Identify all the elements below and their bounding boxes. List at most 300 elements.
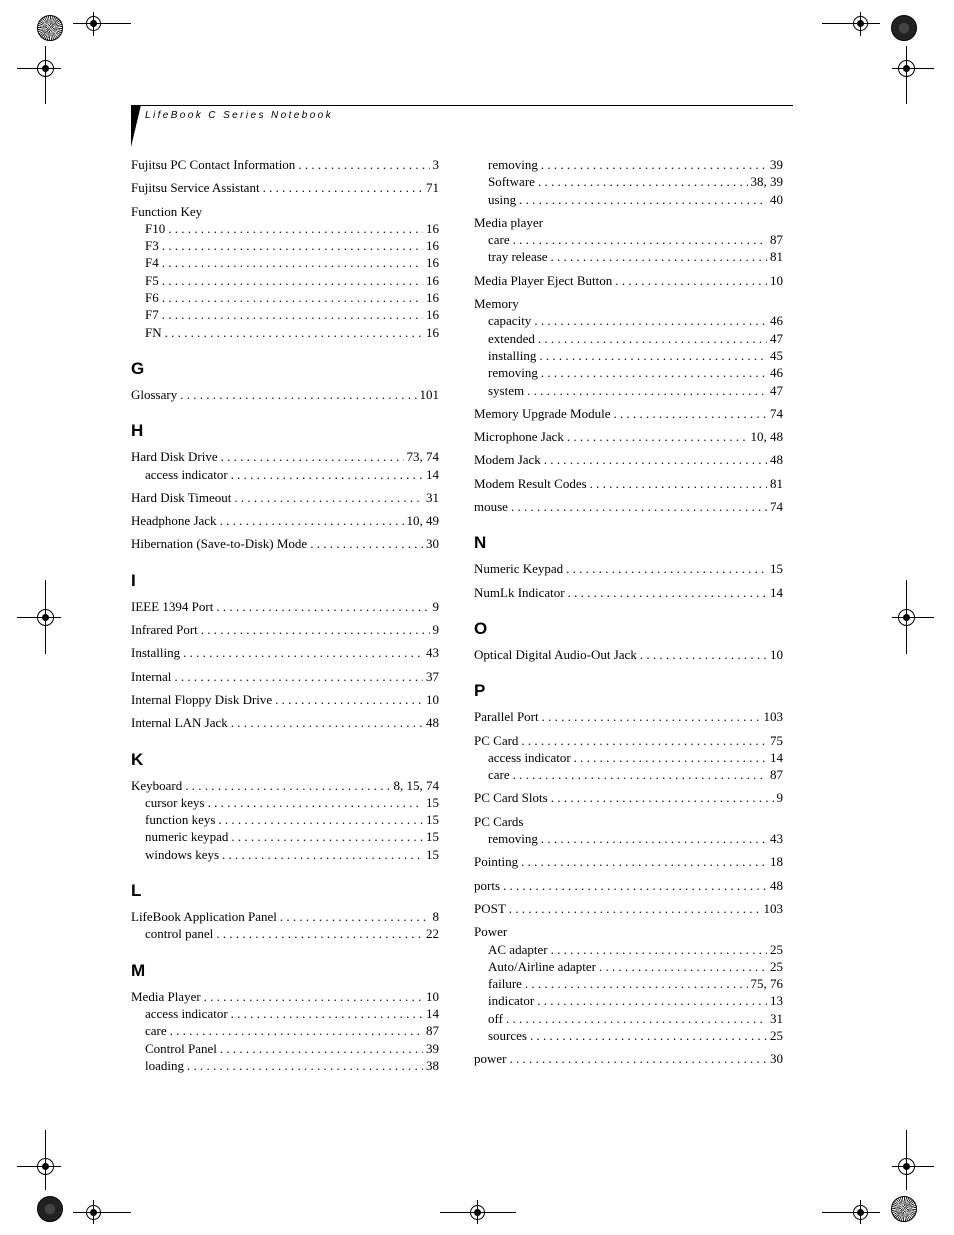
- index-page-number: 73, 74: [406, 449, 439, 465]
- leader-dots: [221, 448, 404, 465]
- index-subentry: [474, 1027, 783, 1044]
- index-term: Power: [474, 924, 508, 940]
- leader-dots: [216, 598, 429, 615]
- leader-dots: [231, 714, 423, 731]
- index-subentry: [474, 749, 783, 766]
- index-page-number: 10, 49: [406, 513, 439, 529]
- index-term: Fujitsu PC Contact Information: [131, 157, 296, 172]
- index-letter-heading: L: [131, 881, 142, 901]
- index-entry: [131, 386, 439, 403]
- leader-dots: [640, 646, 767, 663]
- index-page-number: 14: [426, 1005, 439, 1021]
- index-page-number: 10: [426, 988, 439, 1004]
- crop-mark-crosshair-icon: [892, 580, 936, 654]
- index-term: capacity: [488, 313, 532, 329]
- leader-dots: [231, 1005, 423, 1022]
- index-term: function keys: [145, 812, 216, 828]
- index-term: LifeBook Application Panel: [131, 909, 277, 925]
- index-entry: [131, 621, 439, 638]
- leader-dots: [613, 405, 767, 422]
- index-page-number: 9: [776, 790, 783, 806]
- index-term: Modem Jack: [474, 452, 541, 468]
- index-entry: [474, 405, 783, 422]
- crop-mark-crosshair-icon: [73, 1200, 131, 1224]
- index-letter-heading: G: [131, 358, 145, 378]
- index-term: Software: [488, 174, 535, 190]
- index-term: NumLk Indicator: [474, 584, 565, 600]
- index-term: failure: [488, 976, 522, 992]
- leader-dots: [222, 846, 423, 863]
- index-page-number: 10: [426, 691, 439, 707]
- index-term: FN: [145, 324, 162, 340]
- index-term: IEEE 1394 Port: [131, 598, 214, 614]
- index-term: Parallel Port: [474, 709, 539, 725]
- leader-dots: [530, 1027, 767, 1044]
- index-entry: [474, 708, 783, 725]
- index-term: extended: [488, 330, 535, 346]
- index-group-heading: [474, 813, 783, 830]
- registration-disc-icon: [37, 1196, 63, 1222]
- index-entry: [131, 535, 439, 552]
- index-term: Keyboard: [131, 777, 183, 793]
- index-term: Media Player Eject Button: [474, 272, 613, 288]
- registration-sunburst-icon: [891, 1196, 917, 1222]
- leader-dots: [231, 828, 423, 845]
- leader-dots: [510, 1050, 768, 1067]
- index-term: power: [474, 1051, 507, 1067]
- index-group-heading: [474, 295, 783, 312]
- index-subentry: [131, 306, 439, 323]
- index-page-number: 14: [426, 466, 439, 482]
- index-term: Internal LAN Jack: [131, 715, 228, 731]
- leader-dots: [503, 877, 767, 894]
- index-term: care: [488, 232, 510, 248]
- index-term: Pointing: [474, 854, 519, 870]
- index-page-number: 15: [426, 846, 439, 862]
- index-page-number: 30: [426, 536, 439, 552]
- index-term: access indicator: [488, 749, 571, 765]
- leader-dots: [509, 900, 761, 917]
- index-letter-heading: H: [131, 421, 144, 441]
- index-letter-heading: M: [131, 960, 146, 980]
- leader-dots: [534, 312, 767, 329]
- index-subentry: [474, 1010, 783, 1027]
- leader-dots: [220, 1040, 423, 1057]
- index-subentry: [131, 925, 439, 942]
- index-page-number: 39: [426, 1040, 439, 1056]
- index-subentry: [474, 766, 783, 783]
- leader-dots: [201, 621, 430, 638]
- index-term: Hard Disk Timeout: [131, 489, 232, 505]
- index-entry: [131, 448, 439, 465]
- leader-dots: [566, 560, 767, 577]
- index-entry: [131, 988, 439, 1005]
- leader-dots: [218, 811, 423, 828]
- index-letter-heading: N: [474, 533, 487, 553]
- index-term: care: [488, 767, 510, 783]
- leader-dots: [519, 191, 767, 208]
- index-term: Hibernation (Save-to-Disk) Mode: [131, 536, 308, 552]
- index-subentry: [131, 272, 439, 289]
- index-page-number: 74: [770, 499, 783, 515]
- index-page-number: 43: [426, 645, 439, 661]
- leader-dots: [539, 347, 767, 364]
- index-term: Internal Floppy Disk Drive: [131, 691, 273, 707]
- index-term: Memory Upgrade Module: [474, 405, 611, 421]
- index-term: cursor keys: [145, 794, 205, 810]
- index-subentry: [131, 1057, 439, 1074]
- index-subentry: [474, 364, 783, 381]
- leader-dots: [590, 475, 767, 492]
- index-term: Hard Disk Drive: [131, 449, 218, 465]
- index-letter-heading: P: [474, 681, 486, 701]
- index-term: using: [488, 191, 517, 207]
- leader-dots: [263, 179, 423, 196]
- index-page-number: 15: [426, 794, 439, 810]
- index-page-number: 71: [426, 180, 439, 196]
- crop-mark-crosshair-icon: [892, 46, 936, 106]
- index-subentry: [131, 1040, 439, 1057]
- index-page-number: 25: [770, 941, 783, 957]
- index-entry: [474, 789, 783, 806]
- leader-dots: [170, 1022, 423, 1039]
- index-entry: [131, 691, 439, 708]
- index-entry: [131, 179, 439, 196]
- index-term: F3: [145, 238, 159, 254]
- index-page-number: 10: [770, 646, 783, 662]
- leader-dots: [511, 498, 767, 515]
- index-entry: [131, 908, 439, 925]
- leader-dots: [506, 1010, 767, 1027]
- index-term: Media Player: [131, 988, 201, 1004]
- index-entry: [131, 777, 439, 794]
- index-term: installing: [488, 347, 537, 363]
- leader-dots: [538, 173, 748, 190]
- leader-dots: [216, 925, 423, 942]
- index-term: F6: [145, 290, 159, 306]
- index-term: Headphone Jack: [131, 513, 217, 529]
- index-page-number: 16: [426, 220, 439, 236]
- crop-mark-crosshair-icon: [822, 1200, 880, 1224]
- leader-dots: [183, 644, 423, 661]
- index-page-number: 3: [432, 157, 439, 172]
- index-page-number: 16: [426, 238, 439, 254]
- index-page-number: 103: [763, 709, 783, 725]
- index-subentry: [131, 220, 439, 237]
- leader-dots: [187, 1057, 423, 1074]
- index-subentry: [131, 1005, 439, 1022]
- index-page-number: 43: [770, 831, 783, 847]
- index-page-number: 103: [763, 900, 783, 916]
- registration-disc-icon: [891, 15, 917, 41]
- index-term: removing: [488, 157, 538, 172]
- index-page-number: 39: [770, 157, 783, 172]
- leader-dots: [551, 941, 767, 958]
- index-term: PC Card: [474, 732, 519, 748]
- crop-mark-crosshair-icon: [17, 46, 77, 106]
- leader-dots: [521, 732, 767, 749]
- leader-dots: [541, 364, 767, 381]
- index-entry: [131, 714, 439, 731]
- index-entry: [131, 644, 439, 661]
- index-page-number: 40: [770, 191, 783, 207]
- index-term: Microphone Jack: [474, 429, 564, 445]
- index-page-number: 75: [770, 732, 783, 748]
- leader-dots: [537, 992, 767, 1009]
- index-entry: [131, 156, 439, 173]
- index-page-number: 15: [770, 561, 783, 577]
- index-page-number: 74: [770, 405, 783, 421]
- index-page-number: 15: [426, 829, 439, 845]
- index-page-number: 31: [770, 1010, 783, 1026]
- crop-mark-crosshair-icon: [17, 580, 77, 654]
- leader-dots: [513, 231, 767, 248]
- index-page-number: 37: [426, 668, 439, 684]
- leader-dots: [234, 489, 423, 506]
- leader-dots: [541, 156, 767, 173]
- index-subentry: [474, 992, 783, 1009]
- index-page-number: 38: [426, 1057, 439, 1073]
- index-page-number: 31: [426, 489, 439, 505]
- index-subentry: [474, 173, 783, 190]
- crop-mark-crosshair-icon: [822, 12, 880, 36]
- index-subentry: [131, 324, 439, 341]
- index-term: indicator: [488, 993, 535, 1009]
- index-page-number: 48: [426, 715, 439, 731]
- index-term: removing: [488, 365, 538, 381]
- leader-dots: [180, 386, 416, 403]
- index-entry: [474, 428, 783, 445]
- index-page-number: 9: [432, 622, 439, 638]
- index-term: sources: [488, 1027, 527, 1043]
- index-page-number: 16: [426, 255, 439, 271]
- index-term: PC Cards: [474, 813, 524, 829]
- index-page-number: 25: [770, 1027, 783, 1043]
- index-entry: [474, 646, 783, 663]
- index-page-number: 47: [770, 382, 783, 398]
- index-term: F10: [145, 220, 166, 236]
- index-term: F7: [145, 307, 159, 323]
- index-term: loading: [145, 1057, 184, 1073]
- index-subentry: [131, 237, 439, 254]
- leader-dots: [599, 958, 767, 975]
- index-page-number: 16: [426, 324, 439, 340]
- index-page-number: 48: [770, 877, 783, 893]
- leader-dots: [551, 789, 774, 806]
- index-letter-heading: O: [474, 618, 488, 638]
- index-term: Function Key: [131, 203, 203, 219]
- index-subentry: [474, 156, 783, 173]
- leader-dots: [527, 382, 767, 399]
- index-page-number: 47: [770, 330, 783, 346]
- index-term: POST: [474, 900, 506, 916]
- index-term: ports: [474, 877, 500, 893]
- index-entry: [131, 668, 439, 685]
- leader-dots: [521, 853, 767, 870]
- index-page-number: 14: [770, 749, 783, 765]
- index-term: mouse: [474, 499, 508, 515]
- leader-dots: [162, 289, 423, 306]
- index-entry: [474, 877, 783, 894]
- index-term: system: [488, 382, 525, 398]
- index-term: access indicator: [145, 1005, 228, 1021]
- index-term: Media player: [474, 214, 543, 230]
- index-subentry: [131, 289, 439, 306]
- index-page-number: 22: [426, 926, 439, 942]
- index-page-number: 16: [426, 307, 439, 323]
- index-page-number: 8: [432, 909, 439, 925]
- index-term: access indicator: [145, 466, 228, 482]
- index-subentry: [474, 191, 783, 208]
- leader-dots: [165, 324, 423, 341]
- leader-dots: [220, 512, 404, 529]
- index-subentry: [474, 958, 783, 975]
- index-subentry: [474, 941, 783, 958]
- crop-mark-crosshair-icon: [892, 1130, 936, 1190]
- index-page-number: 101: [419, 386, 439, 402]
- index-page-number: 81: [770, 475, 783, 491]
- index-term: F4: [145, 255, 159, 271]
- leader-dots: [280, 908, 430, 925]
- index-subentry: [131, 794, 439, 811]
- index-term: tray release: [488, 249, 548, 265]
- index-page-number: 48: [770, 452, 783, 468]
- index-subentry: [474, 975, 783, 992]
- index-page-number: 45: [770, 347, 783, 363]
- index-page-number: 16: [426, 290, 439, 306]
- index-group-heading: [474, 214, 783, 231]
- index-page-number: 81: [770, 249, 783, 265]
- index-entry: [474, 272, 783, 289]
- index-term: Optical Digital Audio-Out Jack: [474, 646, 637, 662]
- index-page-number: 46: [770, 365, 783, 381]
- index-subentry: [474, 231, 783, 248]
- index-page-number: 30: [770, 1051, 783, 1067]
- index-term: Memory: [474, 296, 519, 312]
- leader-dots: [275, 691, 423, 708]
- index-page-number: 15: [426, 812, 439, 828]
- index-term: Control Panel: [145, 1040, 217, 1056]
- index-page-number: 18: [770, 854, 783, 870]
- leader-dots: [174, 668, 423, 685]
- leader-dots: [208, 794, 423, 811]
- index-term: F5: [145, 272, 159, 288]
- index-term: AC adapter: [488, 941, 548, 957]
- index-page-number: 46: [770, 313, 783, 329]
- crop-mark-crosshair-icon: [73, 12, 113, 36]
- index-column-left: [131, 156, 439, 1074]
- index-letter-heading: I: [131, 570, 136, 590]
- index-subentry: [131, 828, 439, 845]
- leader-dots: [574, 749, 767, 766]
- index-term: Installing: [131, 645, 181, 661]
- leader-dots: [538, 330, 767, 347]
- index-page-number: 14: [770, 584, 783, 600]
- index-entry: [474, 451, 783, 468]
- index-term: Glossary: [131, 386, 178, 402]
- index-subentry: [131, 811, 439, 828]
- index-letter-heading: K: [131, 749, 144, 769]
- index-term: off: [488, 1010, 503, 1026]
- index-entry: [474, 584, 783, 601]
- leader-dots: [231, 466, 423, 483]
- leader-dots: [162, 272, 423, 289]
- leader-dots: [162, 254, 423, 271]
- index-term: care: [145, 1023, 167, 1039]
- index-term: PC Card Slots: [474, 790, 548, 806]
- index-entry: [131, 512, 439, 529]
- index-page-number: 75, 76: [750, 976, 783, 992]
- leader-dots: [185, 777, 390, 794]
- index-entry: [474, 732, 783, 749]
- index-subentry: [474, 312, 783, 329]
- index-page-number: 87: [426, 1023, 439, 1039]
- index-entry: [474, 560, 783, 577]
- leader-dots: [542, 708, 761, 725]
- index-term: Modem Result Codes: [474, 475, 587, 491]
- header-tab-marker: [131, 105, 141, 147]
- leader-dots: [544, 451, 767, 468]
- header-rule: [131, 105, 793, 106]
- index-entry: [474, 900, 783, 917]
- leader-dots: [568, 584, 767, 601]
- running-header-title: LifeBook C Series Notebook: [145, 110, 334, 121]
- index-subentry: [474, 330, 783, 347]
- index-subentry: [131, 254, 439, 271]
- index-entry: [474, 498, 783, 515]
- leader-dots: [541, 830, 767, 847]
- index-term: windows keys: [145, 846, 220, 862]
- leader-dots: [310, 535, 423, 552]
- index-page-number: 87: [770, 767, 783, 783]
- leader-dots: [298, 156, 429, 173]
- index-term: Internal: [131, 668, 172, 684]
- index-page-number: 8, 15, 74: [393, 777, 439, 793]
- crop-mark-crosshair-icon: [17, 1130, 77, 1190]
- leader-dots: [513, 766, 767, 783]
- index-entry: [131, 489, 439, 506]
- registration-sunburst-icon: [37, 15, 63, 41]
- index-entry: [474, 1050, 783, 1067]
- index-subentry: [474, 382, 783, 399]
- leader-dots: [162, 306, 423, 323]
- index-page-number: 16: [426, 272, 439, 288]
- leader-dots: [567, 428, 748, 445]
- index-entry: [474, 475, 783, 492]
- index-term: Numeric Keypad: [474, 561, 564, 577]
- leader-dots: [615, 272, 767, 289]
- index-subentry: [131, 1022, 439, 1039]
- index-term: Infrared Port: [131, 622, 198, 638]
- index-entry: [131, 598, 439, 615]
- index-term: numeric keypad: [145, 829, 229, 845]
- index-page-number: 10, 48: [750, 429, 783, 445]
- crop-mark-crosshair-icon: [440, 1200, 516, 1224]
- leader-dots: [204, 988, 423, 1005]
- index-page-number: 9: [432, 598, 439, 614]
- leader-dots: [551, 248, 767, 265]
- index-subentry: [131, 846, 439, 863]
- index-entry: [474, 853, 783, 870]
- index-page-number: 25: [770, 958, 783, 974]
- index-term: Fujitsu Service Assistant: [131, 180, 260, 196]
- index-group-heading: [474, 923, 783, 940]
- index-subentry: [131, 466, 439, 483]
- index-column-right: [474, 156, 783, 1068]
- index-group-heading: [131, 203, 439, 220]
- index-page-number: 13: [770, 993, 783, 1009]
- index-page-number: 10: [770, 272, 783, 288]
